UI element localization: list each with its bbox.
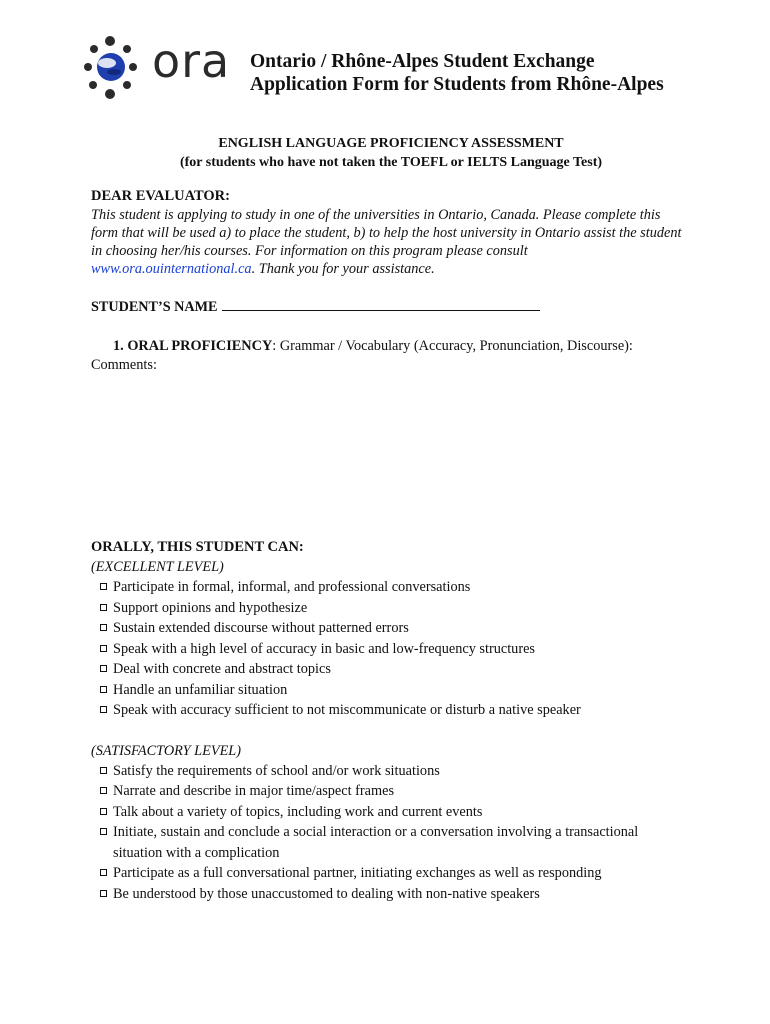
oral-proficiency-section <box>91 337 691 375</box>
form-body <box>91 134 691 904</box>
student-name-label: STUDENT’S NAME <box>91 299 218 315</box>
intro-text: This student is applying to study in one of the universities in Ontario, Canada. Please complete this form that will be used a) to place the student, b) to help the host university in Ontario assist the student in choosing her/his courses. For information on this program please consult <box>91 207 682 259</box>
checklist-item-label: Speak with accuracy sufficient to not miscommunicate or disturb a native speaker <box>113 702 581 718</box>
assessment-title: ENGLISH LANGUAGE PROFICIENCY ASSESSMENT <box>218 136 564 151</box>
checklist-item-label: Be understood by those unaccustomed to dealing with non-native speakers <box>113 885 540 902</box>
checkbox[interactable] <box>100 686 107 693</box>
checklist-item-label: Initiate, sustain and conclude a social interaction or a conversation involving a transactional situation with a complication <box>113 824 639 861</box>
checklist-item-label: Narrate and describe in major time/aspect frames <box>113 783 395 799</box>
evaluator-intro <box>91 206 691 278</box>
checklist-item-label: Sustain extended discourse without patterned errors <box>113 620 409 636</box>
oral-number: 1. <box>113 338 124 354</box>
excellent-checklist <box>91 577 691 721</box>
checklist-item <box>91 618 691 639</box>
checklist-item <box>91 802 691 823</box>
checkbox[interactable] <box>100 828 107 835</box>
checkbox[interactable] <box>100 767 107 774</box>
form-title <box>250 50 664 96</box>
intro-end: . Thank you for your assistance. <box>251 261 435 277</box>
checkbox[interactable] <box>100 645 107 652</box>
checklist-item-label: Satisfy the requirements of school and/or work situations <box>113 762 440 779</box>
satisfactory-checklist <box>91 761 691 905</box>
checkbox[interactable] <box>100 604 107 611</box>
checklist-item-label: Speak with a high level of accuracy in basic and low-frequency structures <box>113 640 535 657</box>
assessment-heading <box>91 134 691 172</box>
oral-description: : Grammar / Vocabulary (Accuracy, Pronunciation, Discourse): <box>272 338 633 354</box>
checklist-item <box>91 884 691 905</box>
checklist-item-label: Handle an unfamiliar situation <box>113 681 288 698</box>
orally-heading: ORALLY, THIS STUDENT CAN: <box>91 539 304 555</box>
comments-label: Comments: <box>91 357 157 373</box>
student-name-field[interactable] <box>222 296 540 311</box>
checklist-item <box>91 659 691 680</box>
checkbox[interactable] <box>100 808 107 815</box>
evaluator-heading: DEAR EVALUATOR: <box>91 188 230 204</box>
checklist-item-label: Support opinions and hypothesize <box>113 599 308 616</box>
form-title-line1: Ontario / Rhône-Alpes Student Exchange <box>250 51 595 72</box>
checkbox[interactable] <box>100 869 107 876</box>
checkbox[interactable] <box>100 890 107 897</box>
program-link[interactable]: www.ora.ouinternational.ca <box>91 261 252 277</box>
checkbox[interactable] <box>100 624 107 631</box>
checkbox[interactable] <box>100 787 107 794</box>
satisfactory-level-label: (SATISFACTORY LEVEL) <box>91 742 242 759</box>
checklist-item <box>91 781 691 802</box>
checkbox[interactable] <box>100 665 107 672</box>
checklist-item <box>91 680 691 701</box>
excellent-level-label: (EXCELLENT LEVEL) <box>91 559 224 575</box>
student-name-row <box>91 296 691 317</box>
checklist-item-label: Talk about a variety of topics, including work and current events <box>113 803 483 820</box>
checklist-item <box>91 863 691 884</box>
checklist-item <box>91 598 691 619</box>
form-title-line2: Application Form for Students from Rhône-Alpes <box>250 74 664 95</box>
checklist-item <box>91 639 691 660</box>
checklist-item <box>91 577 691 598</box>
checkbox[interactable] <box>100 583 107 590</box>
checklist-item-label: Deal with concrete and abstract topics <box>113 661 331 677</box>
checklist-item <box>91 822 691 863</box>
checkbox[interactable] <box>100 706 107 713</box>
comments-area[interactable] <box>91 375 691 537</box>
checklist-item-label: Participate as a full conversational partner, initiating exchanges as well as responding <box>113 865 602 881</box>
checklist-item <box>91 700 691 721</box>
assessment-subtitle: (for students who have not taken the TOEFL or IELTS Language Test) <box>179 155 603 170</box>
oral-label: ORAL PROFICIENCY <box>127 338 273 354</box>
checklist-item <box>91 761 691 782</box>
checklist-item-label: Participate in formal, informal, and professional conversations <box>113 579 471 595</box>
logo-wordmark: ora <box>152 34 231 88</box>
